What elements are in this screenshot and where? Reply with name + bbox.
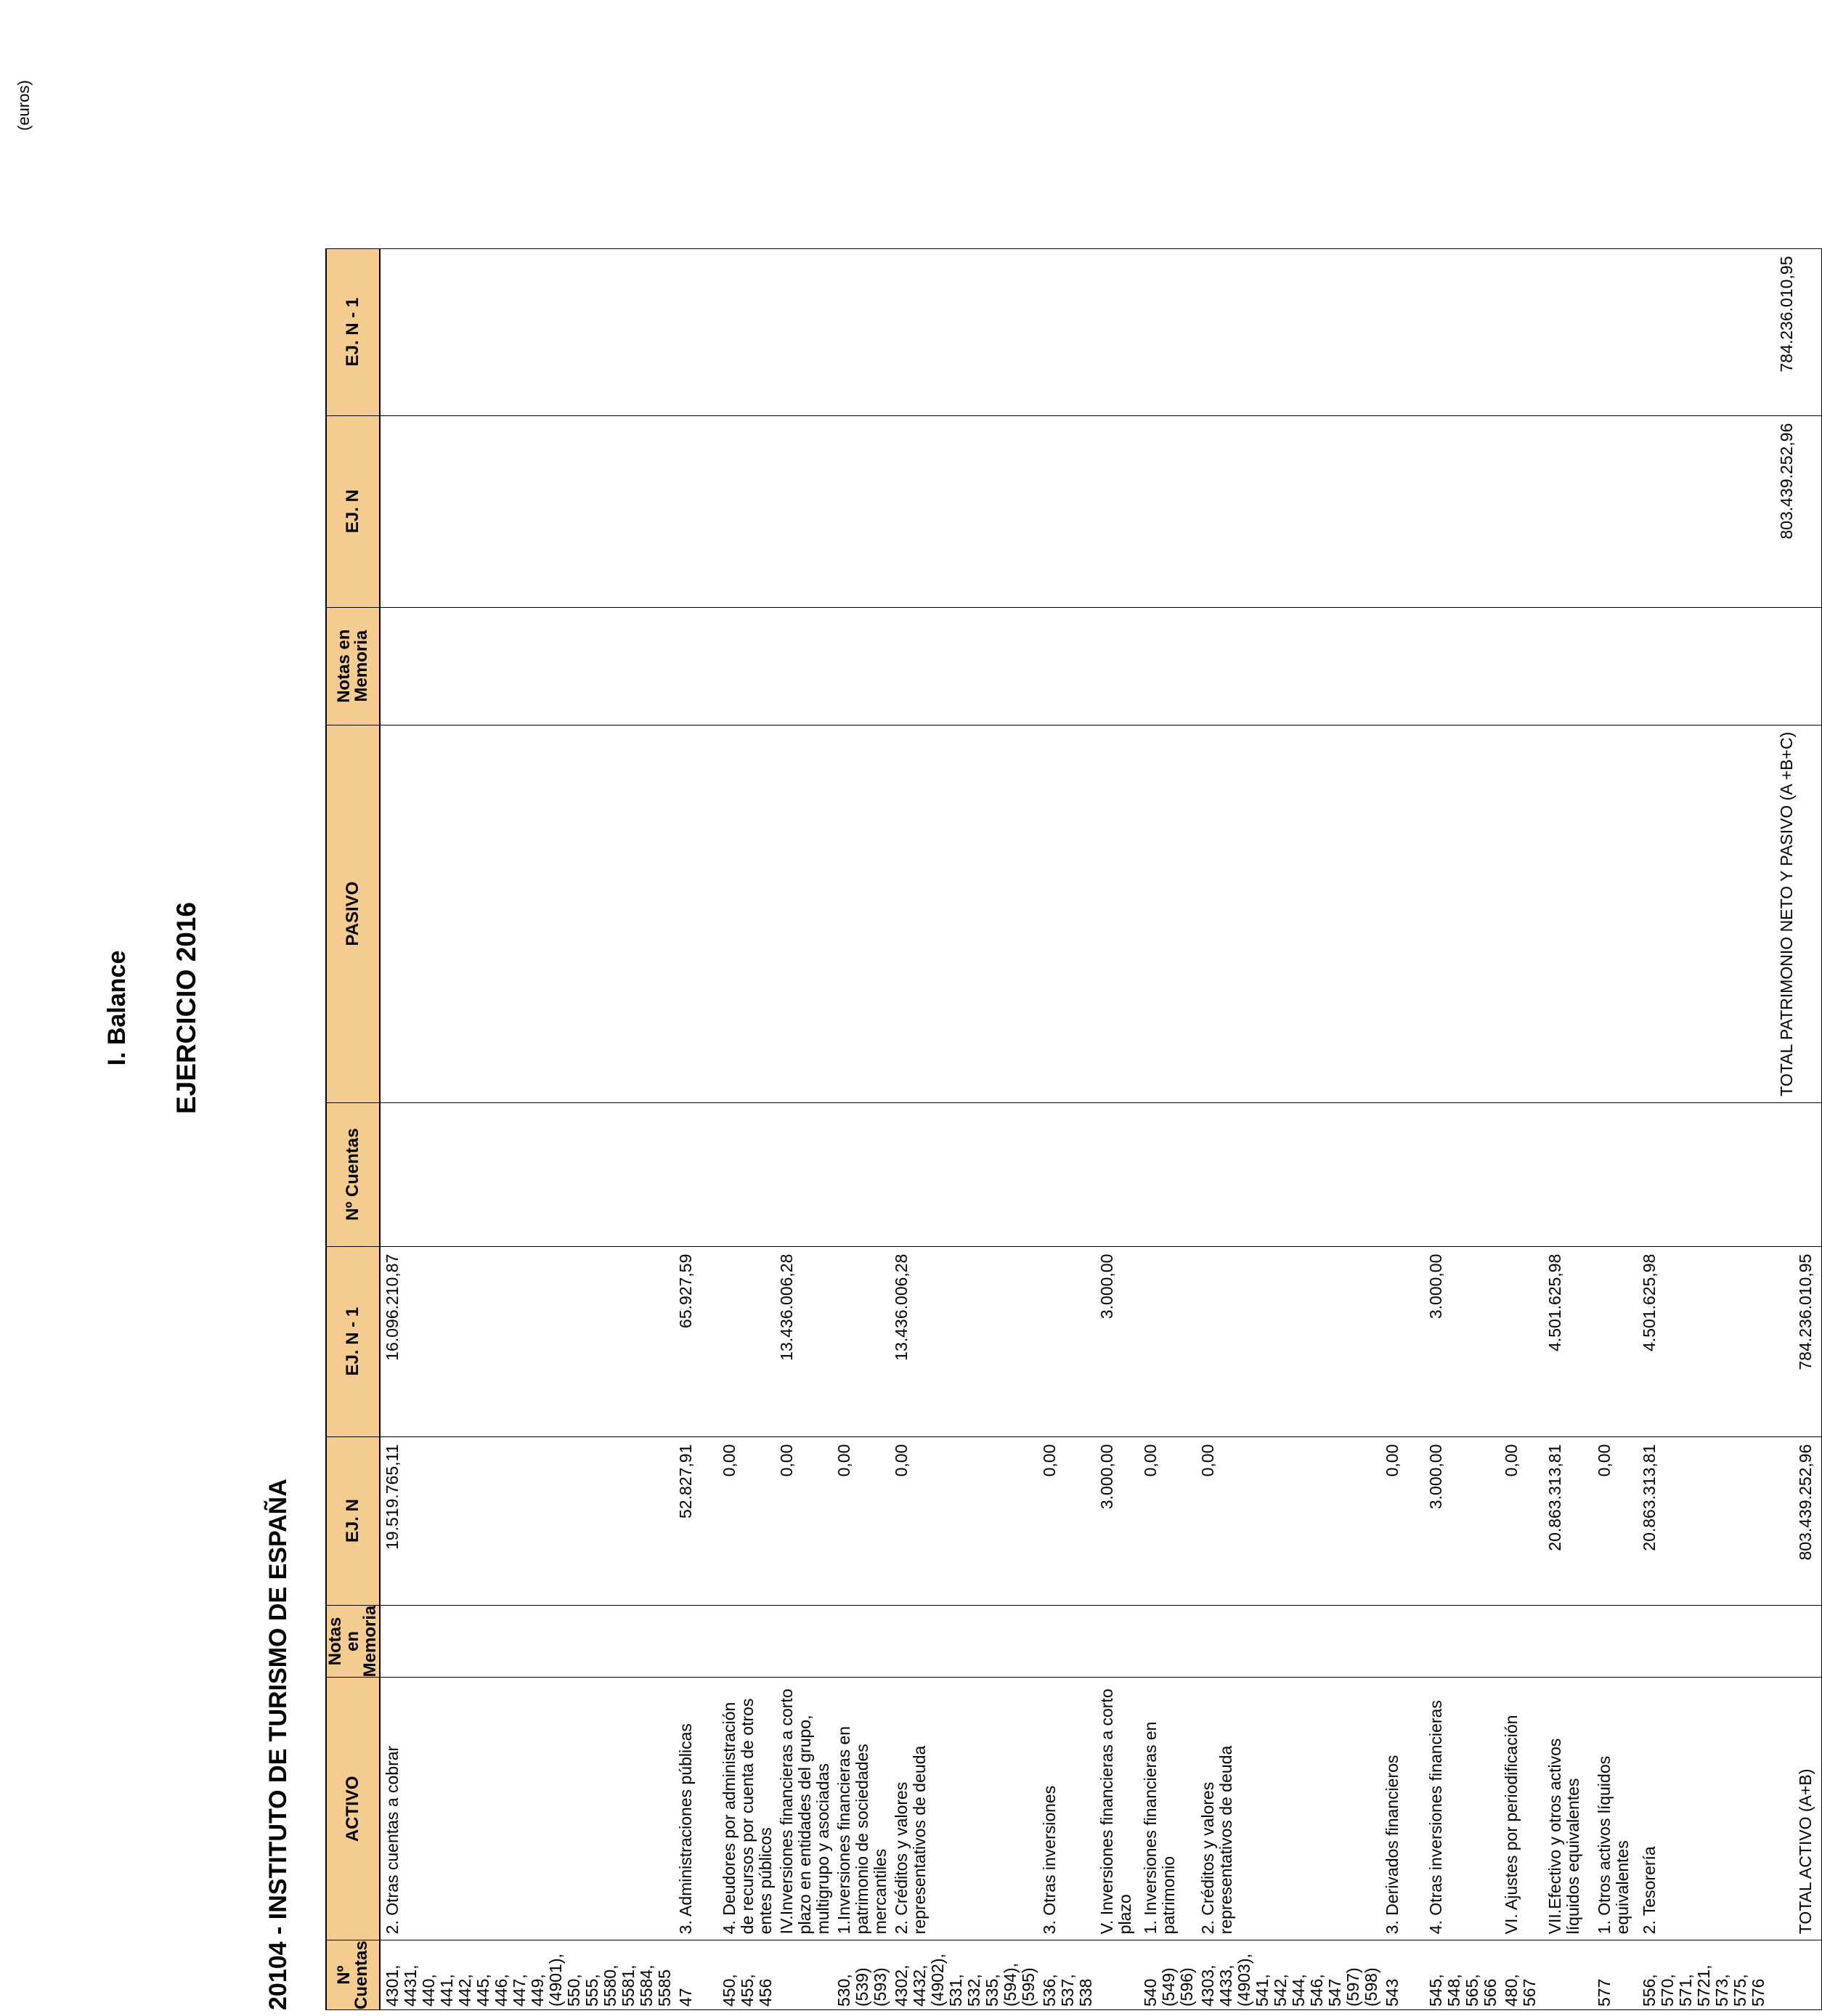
col-header-notas-line1: Notas en [325, 1617, 362, 1666]
row-pasivo-notes [674, 607, 717, 725]
document-subtitle: EJERCICIO 2016 [171, 901, 201, 1115]
row-pasivo-ej-n [890, 415, 1038, 607]
row-pasivo-notes [1593, 607, 1638, 725]
row-pasivo-notes [1424, 607, 1500, 725]
row-pasivo-notes [1543, 607, 1593, 725]
row-accounts: 530, (539) (593) [832, 1940, 890, 2010]
row-activo: 3. Otras inversiones [1038, 1678, 1095, 1940]
row-notes [1380, 1605, 1424, 1678]
row-ej-n: 3.000,00 [1424, 1436, 1500, 1605]
row-activo: 2. Créditos y valores representativos de deuda [890, 1678, 1038, 1940]
row-ej-n1 [1380, 1246, 1424, 1436]
col-header-cuentas: Nº Cuentas [326, 1940, 380, 2010]
row-accounts: 450, 455, 456 [717, 1940, 775, 2010]
row-accounts: 536, 537, 538 [1038, 1940, 1095, 2010]
row-ej-n: 20.863.313,81 [1638, 1436, 1768, 1605]
row-ej-n1: 4.501.625,98 [1638, 1246, 1768, 1436]
row-pasivo-notes [1380, 607, 1424, 725]
row-pasivo-accounts [1500, 1102, 1543, 1246]
table-row [380, 248, 674, 2009]
row-ej-n1 [1139, 1246, 1196, 1436]
row-accounts: 577 [1593, 1940, 1638, 2010]
row-pasivo-ej-n [717, 415, 775, 607]
total-activo-ej-n1: 784.236.010,95 [1768, 1246, 1821, 1436]
row-pasivo-ej-n [832, 415, 890, 607]
row-accounts: 556, 570, 571, 5721, 573, 575, 576 [1638, 1940, 1768, 2010]
row-ej-n1 [1196, 1246, 1380, 1436]
row-pasivo-ej-n [1638, 415, 1768, 607]
table-row [1500, 248, 1543, 2009]
col-header-notas-pasivo [326, 607, 380, 725]
row-ej-n1 [1500, 1246, 1543, 1436]
row-ej-n: 0,00 [832, 1436, 890, 1605]
col-header-ej-n1: EJ. N - 1 [326, 1246, 380, 1436]
row-pasivo [1424, 725, 1500, 1102]
row-pasivo-ej-n1 [832, 248, 890, 415]
row-ej-n: 0,00 [1038, 1436, 1095, 1605]
row-ej-n: 0,00 [1500, 1436, 1543, 1605]
row-accounts: 543 [1380, 1940, 1424, 2010]
row-pasivo-ej-n1 [1593, 248, 1638, 415]
row-activo: 1.Inversiones financieras en patrimonio de sociedades mercantiles [832, 1678, 890, 1940]
row-ej-n1 [1593, 1246, 1638, 1436]
col-header-ej-n: EJ. N [326, 1436, 380, 1605]
row-pasivo-ej-n1 [380, 248, 674, 415]
row-ej-n: 19.519.765,11 [380, 1436, 674, 1605]
row-accounts [1768, 1940, 1821, 2010]
row-pasivo-ej-n1 [1500, 248, 1543, 415]
row-pasivo-ej-n [380, 415, 674, 607]
row-pasivo-ej-n1 [890, 248, 1038, 415]
row-pasivo-accounts [1638, 1102, 1768, 1246]
row-notes [1500, 1605, 1543, 1678]
row-pasivo-ej-n [1424, 415, 1500, 607]
row-ej-n1: 3.000,00 [1095, 1246, 1139, 1436]
row-pasivo-accounts [1768, 1102, 1821, 1246]
row-accounts: 480, 567 [1500, 1940, 1543, 2010]
row-ej-n1 [832, 1246, 890, 1436]
row-accounts: 4303, 4433, (4903), 541, 542, 544, 546, 547 (597) (598) [1196, 1940, 1380, 2010]
row-pasivo-accounts [1139, 1102, 1196, 1246]
table-row [1424, 248, 1500, 2009]
row-activo: VII.Efectivo y otros activos líquidos equivalentes [1543, 1678, 1593, 1940]
row-pasivo-notes [775, 607, 832, 725]
row-pasivo-ej-n1 [1424, 248, 1500, 415]
row-activo: 1. Inversiones financieras en patrimonio [1139, 1678, 1196, 1940]
row-pasivo-ej-n1 [1543, 248, 1593, 415]
row-pasivo-notes [717, 607, 775, 725]
row-pasivo-accounts [1543, 1102, 1593, 1246]
row-ej-n1: 65.927,59 [674, 1246, 717, 1436]
table-row [890, 248, 1038, 2009]
col-header-ej-n1-pasivo: EJ. N - 1 [326, 248, 380, 415]
row-notes [717, 1605, 775, 1678]
units-label: (euros) [15, 80, 33, 131]
row-pasivo-ej-n1 [717, 248, 775, 415]
row-ej-n: 0,00 [1593, 1436, 1638, 1605]
table-row [1543, 248, 1593, 2009]
table-row [832, 248, 890, 2009]
row-pasivo [1543, 725, 1593, 1102]
col-header-notas [326, 1605, 380, 1678]
row-pasivo [775, 725, 832, 1102]
row-pasivo-notes [1196, 607, 1380, 725]
row-activo: 2. Tesorería [1638, 1678, 1768, 1940]
row-pasivo-accounts [674, 1102, 717, 1246]
row-pasivo-ej-n [1139, 415, 1196, 607]
row-ej-n: 0,00 [775, 1436, 832, 1605]
row-notes [1638, 1605, 1768, 1678]
row-activo: IV.Inversiones financieras a corto plazo en entidades del grupo, multigrupo y asociadas [775, 1678, 832, 1940]
row-pasivo-accounts [1095, 1102, 1139, 1246]
table-row [717, 248, 775, 2009]
table-row [1380, 248, 1424, 2009]
row-ej-n: 0,00 [1139, 1436, 1196, 1605]
row-pasivo [1638, 725, 1768, 1102]
row-activo: VI. Ajustes por periodificación [1500, 1678, 1543, 1940]
table-row [775, 248, 832, 2009]
row-ej-n: 52.827,91 [674, 1436, 717, 1605]
row-pasivo-ej-n [1543, 415, 1593, 607]
row-pasivo-ej-n [1500, 415, 1543, 607]
row-notes [1424, 1605, 1500, 1678]
row-notes [890, 1605, 1038, 1678]
row-accounts: 4302, 4432, (4902), 531, 532, 535, (594), (595) [890, 1940, 1038, 2010]
row-accounts: 540 (549) (596) [1139, 1940, 1196, 2010]
row-pasivo-ej-n [775, 415, 832, 607]
col-header-notas-line2: Memoria [360, 1605, 380, 1678]
col-header-activo: ACTIVO [326, 1678, 380, 1940]
row-pasivo-ej-n1 [1038, 248, 1095, 415]
row-pasivo-notes [1768, 607, 1821, 725]
row-notes [832, 1605, 890, 1678]
row-pasivo [890, 725, 1038, 1102]
balance-table [325, 248, 1822, 2010]
col-header-ej-n-pasivo: EJ. N [326, 415, 380, 607]
row-pasivo [1380, 725, 1424, 1102]
col-header-pasivo: PASIVO [326, 725, 380, 1102]
row-ej-n: 20.863.313,81 [1543, 1436, 1593, 1605]
row-pasivo [1139, 725, 1196, 1102]
row-notes [775, 1605, 832, 1678]
row-pasivo-accounts [775, 1102, 832, 1246]
row-pasivo-accounts [832, 1102, 890, 1246]
row-notes [380, 1605, 674, 1678]
row-pasivo [1095, 725, 1139, 1102]
row-pasivo-ej-n1 [674, 248, 717, 415]
row-notes [1593, 1605, 1638, 1678]
row-pasivo-accounts [717, 1102, 775, 1246]
row-ej-n: 3.000,00 [1095, 1436, 1139, 1605]
row-pasivo-ej-n1 [775, 248, 832, 415]
row-notes [1768, 1605, 1821, 1678]
entity-name: 20104 - INSTITUTO DE TURISMO DE ESPAÑA [264, 1479, 292, 2010]
row-ej-n1 [717, 1246, 775, 1436]
row-notes [1196, 1605, 1380, 1678]
row-accounts [1543, 1940, 1593, 2010]
row-pasivo-notes [1638, 607, 1768, 725]
row-pasivo-notes [1139, 607, 1196, 725]
row-ej-n1: 4.501.625,98 [1543, 1246, 1593, 1436]
row-pasivo-ej-n1 [1095, 248, 1139, 415]
row-pasivo-accounts [1380, 1102, 1424, 1246]
row-pasivo-notes [890, 607, 1038, 725]
row-pasivo-accounts [890, 1102, 1038, 1246]
row-activo: 4. Otras inversiones financieras [1424, 1678, 1500, 1940]
col-header-notas-pasivo-line2: Memoria [351, 630, 371, 702]
row-pasivo [1500, 725, 1543, 1102]
row-ej-n: 0,00 [890, 1436, 1038, 1605]
row-pasivo-accounts [1593, 1102, 1638, 1246]
row-pasivo [674, 725, 717, 1102]
total-pasivo-ej-n1: 784.236.010,95 [1768, 248, 1821, 415]
total-activo-ej-n: 803.439.252,96 [1768, 1436, 1821, 1605]
row-pasivo-accounts [1038, 1102, 1095, 1246]
row-pasivo-accounts [380, 1102, 674, 1246]
row-notes [1038, 1605, 1095, 1678]
row-pasivo-notes [832, 607, 890, 725]
row-pasivo [1196, 725, 1380, 1102]
row-ej-n1: 13.436.006,28 [890, 1246, 1038, 1436]
row-pasivo [1593, 725, 1638, 1102]
row-pasivo-notes [1500, 607, 1543, 725]
row-ej-n1: 16.096.210,87 [380, 1246, 674, 1436]
table-row [674, 248, 717, 2009]
row-ej-n1 [1038, 1246, 1095, 1436]
row-accounts [775, 1940, 832, 2010]
row-pasivo [717, 725, 775, 1102]
row-pasivo-ej-n [674, 415, 717, 607]
total-row [1768, 248, 1821, 2009]
row-ej-n: 0,00 [717, 1436, 775, 1605]
table-row [1095, 248, 1139, 2009]
table-row [1593, 248, 1638, 2009]
row-notes [1139, 1605, 1196, 1678]
row-ej-n1: 13.436.006,28 [775, 1246, 832, 1436]
row-activo: 3. Administraciones públicas [674, 1678, 717, 1940]
row-notes [1095, 1605, 1139, 1678]
total-activo-label: TOTAL ACTIVO (A+B) [1768, 1678, 1821, 1940]
row-pasivo-notes [380, 607, 674, 725]
row-activo: 3. Derivados financieros [1380, 1678, 1424, 1940]
document-title: I. Balance [103, 950, 131, 1066]
row-notes [1543, 1605, 1593, 1678]
row-pasivo-notes [1095, 607, 1139, 725]
row-pasivo [1038, 725, 1095, 1102]
row-pasivo-ej-n [1038, 415, 1095, 607]
table-row [1196, 248, 1380, 2009]
row-pasivo-ej-n1 [1638, 248, 1768, 415]
row-ej-n: 0,00 [1196, 1436, 1380, 1605]
row-pasivo-notes [1038, 607, 1095, 725]
table-row [1638, 248, 1768, 2009]
row-activo: V. Inversiones financieras a corto plazo [1095, 1678, 1139, 1940]
row-accounts: 47 [674, 1940, 717, 2010]
row-notes [674, 1605, 717, 1678]
table-row [1139, 248, 1196, 2009]
row-pasivo-ej-n [1593, 415, 1638, 607]
col-header-cuentas-pasivo: Nº Cuentas [326, 1102, 380, 1246]
table-row [1038, 248, 1095, 2009]
row-pasivo [380, 725, 674, 1102]
row-accounts [1095, 1940, 1139, 2010]
col-header-notas-pasivo-line1: Notas en [334, 629, 354, 703]
row-ej-n1: 3.000,00 [1424, 1246, 1500, 1436]
row-pasivo-accounts [1424, 1102, 1500, 1246]
row-activo: 1. Otros activos líquidos equivalentes [1593, 1678, 1638, 1940]
row-pasivo-ej-n [1095, 415, 1139, 607]
row-pasivo-ej-n1 [1380, 248, 1424, 415]
total-pasivo-label: TOTAL PATRIMONIO NETO Y PASIVO (A +B+C) [1768, 725, 1821, 1102]
row-accounts: 4301, 4431, 440, 441, 442, 445, 446, 447, 449, (4901), 550, 555, 5580, 5581, 5584, 5585 [380, 1940, 674, 2010]
row-pasivo-ej-n1 [1196, 248, 1380, 415]
row-pasivo-ej-n1 [1139, 248, 1196, 415]
row-pasivo-ej-n [1380, 415, 1424, 607]
total-pasivo-ej-n: 803.439.252,96 [1768, 415, 1821, 607]
header-row [326, 248, 380, 2009]
row-pasivo [832, 725, 890, 1102]
row-activo: 2. Otras cuentas a cobrar [380, 1678, 674, 1940]
row-ej-n: 0,00 [1380, 1436, 1424, 1605]
row-pasivo-ej-n [1196, 415, 1380, 607]
row-accounts: 545, 548, 565, 566 [1424, 1940, 1500, 2010]
row-activo: 4. Deudores por administración de recursos por cuenta de otros entes públicos [717, 1678, 775, 1940]
row-activo: 2. Créditos y valores representativos de deuda [1196, 1678, 1380, 1940]
row-pasivo-accounts [1196, 1102, 1380, 1246]
